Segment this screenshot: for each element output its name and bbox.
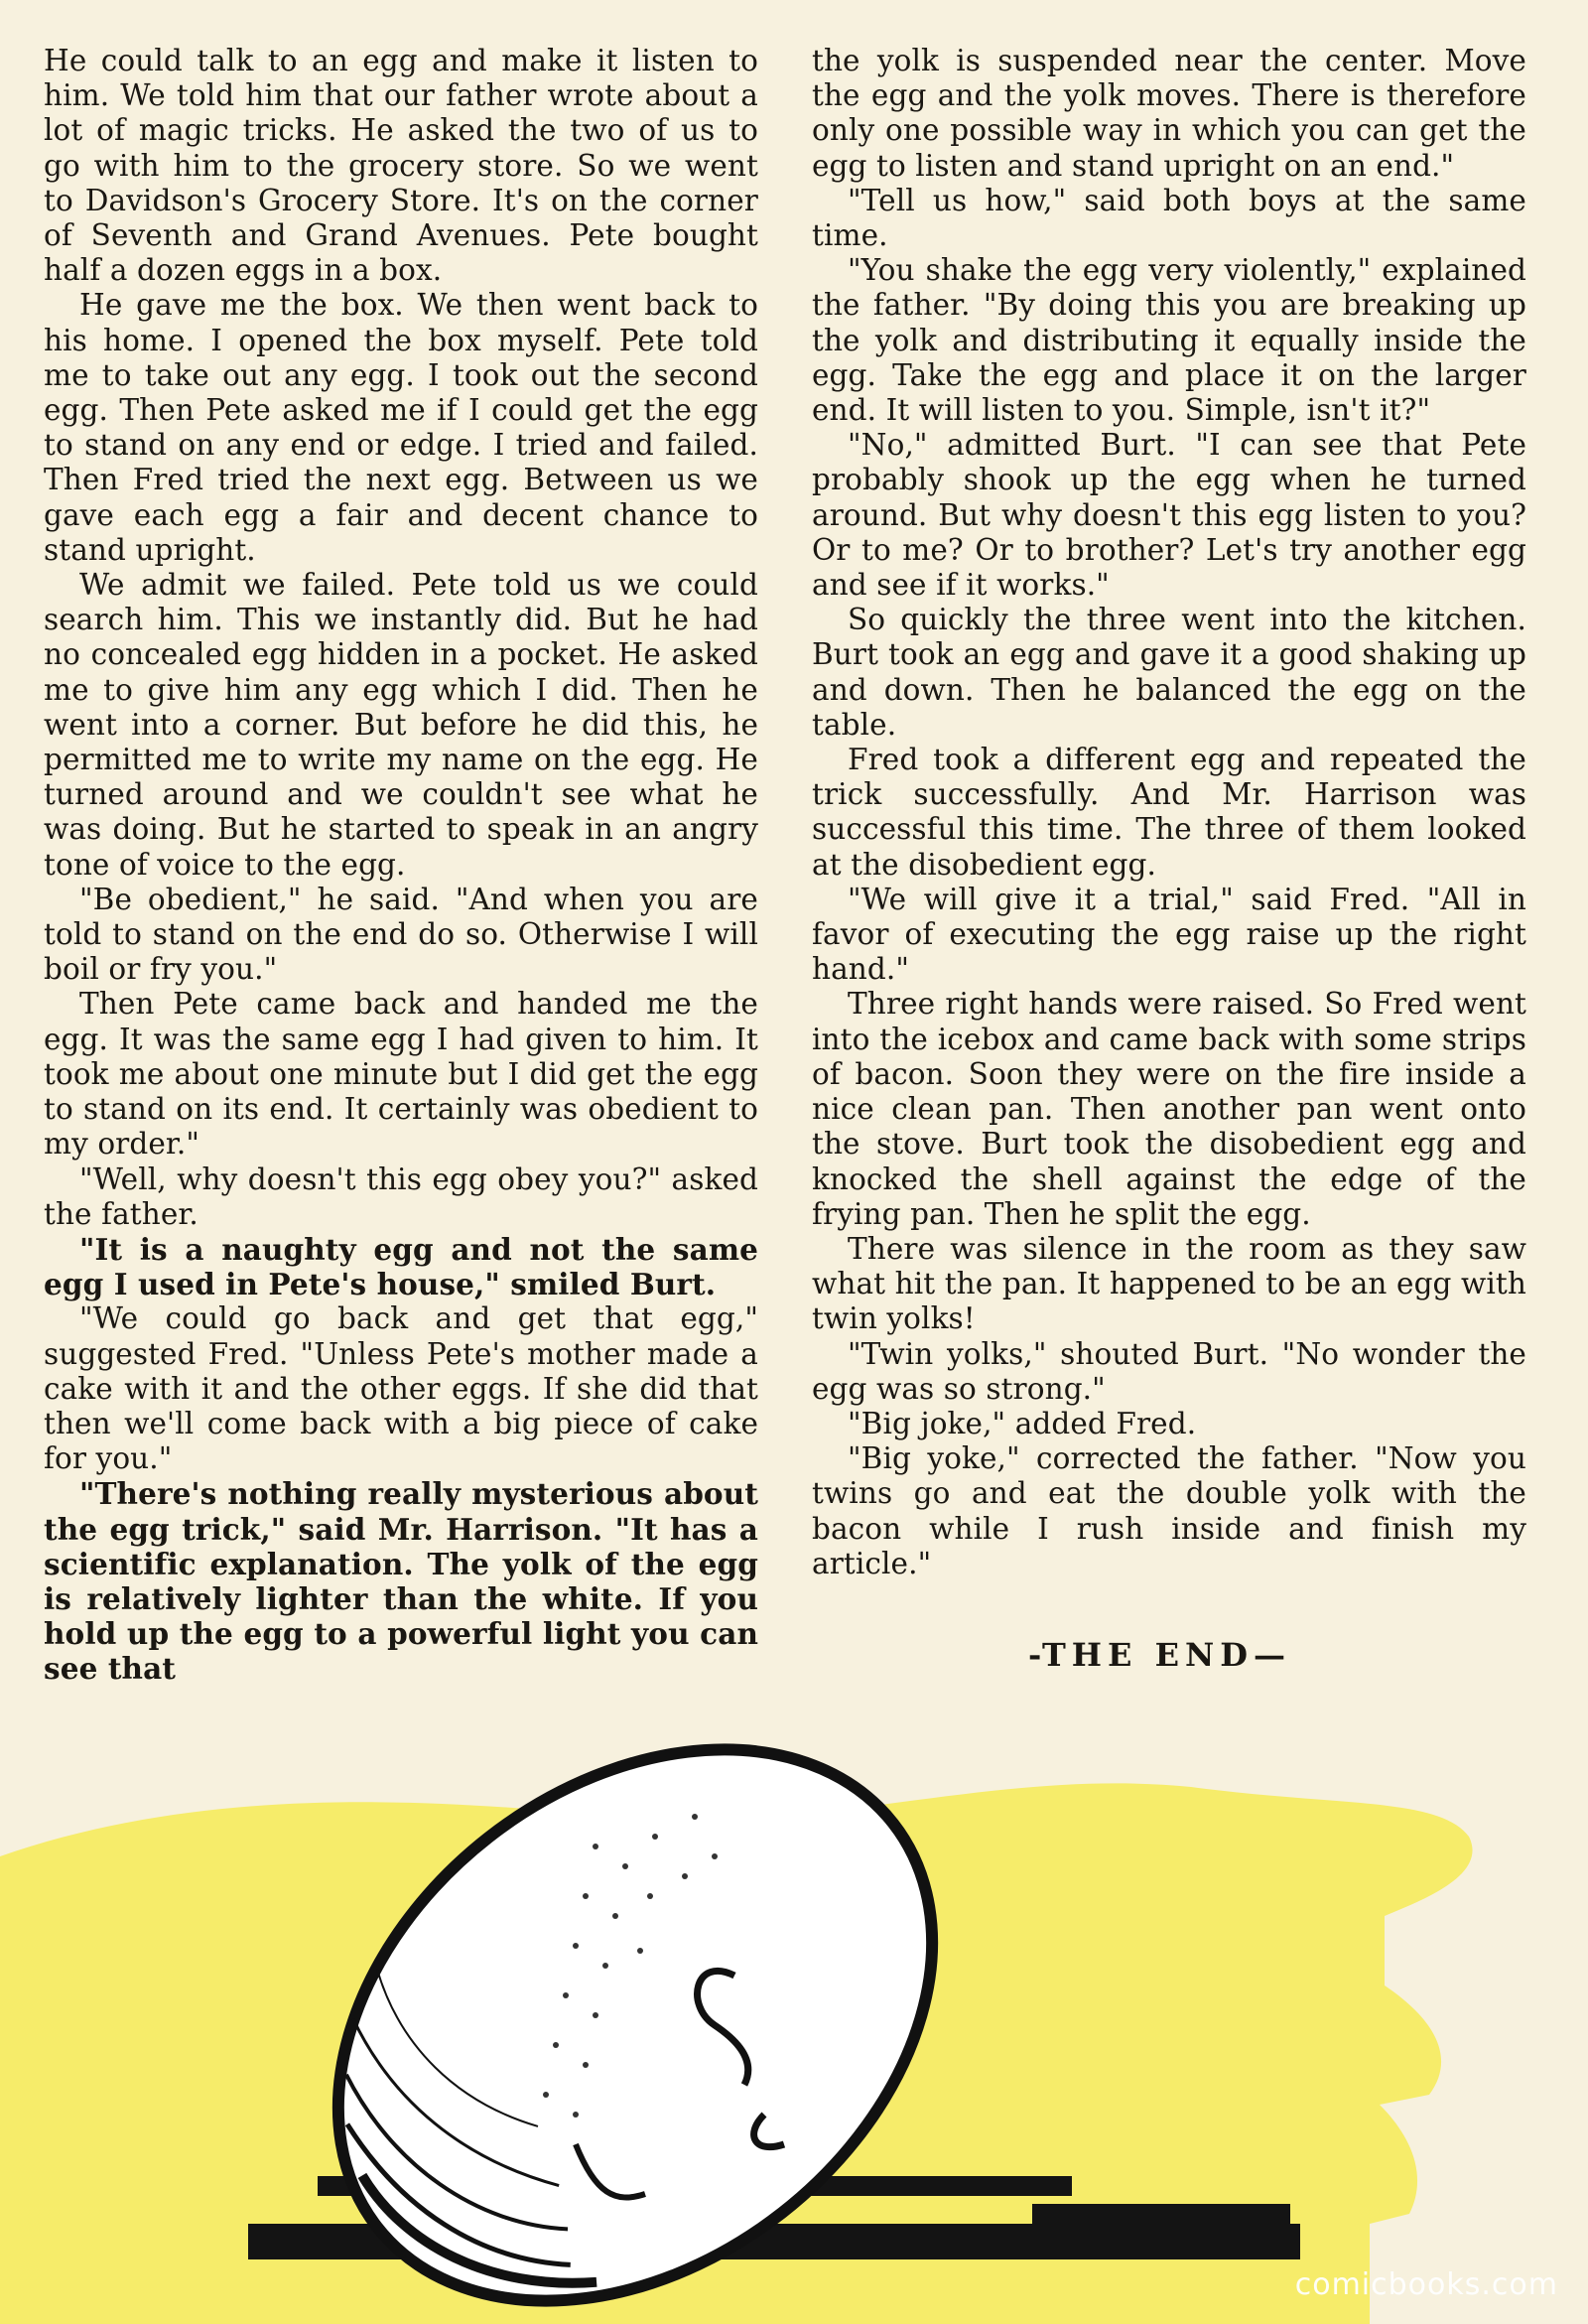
story-paragraph: We admit we failed. Pete told us we could search him. This we instantly did. But he had no concealed egg hidden in a pocket. He asked me to give him any egg which I did. Then he went into a corner. But before he did this, he permitted me to write my name on the egg. He turned around and we couldn't see what he was doing. But he started to speak in an angry tone of voice to the egg. (44, 568, 758, 882)
story-paragraph: There was silence in the room as they saw what hit the pan. It happened to be an egg with twin yolks! (812, 1231, 1526, 1336)
story-paragraph: the yolk is suspended near the center. Move the egg and the yolk moves. There is therefore only one possible way in which you can get the egg to listen and stand upright on an end." (812, 44, 1526, 183)
story-paragraph: "We could go back and get that egg," suggested Fred. "Unless Pete's mother made a cake with it and the other eggs. If she did that then we'll come back with a big piece of cake for you." (44, 1301, 758, 1476)
left-text-column (44, 44, 758, 1687)
story-paragraph: "Twin yolks," shouted Burt. "No wonder the egg was so strong." (812, 1336, 1526, 1406)
story-paragraph: "Tell us how," said both boys at the same time. (812, 183, 1526, 253)
story-paragraph: "Well, why doesn't this egg obey you?" asked the father. (44, 1162, 758, 1231)
story-paragraph: Fred took a different egg and repeated the trick successfully. And Mr. Harrison was successful this time. The three of them looked at the disobedient egg. (812, 743, 1526, 882)
story-paragraph: "No," admitted Burt. "I can see that Pete probably shook up the egg when he turned around. But why doesn't this egg listen to you? Or to me? Or to brother? Let's try another egg and see if it works." (812, 428, 1526, 603)
story-paragraph: "Be obedient," he said. "And when you are told to stand on the end do so. Otherwise I will boil or fry you." (44, 882, 758, 987)
story-paragraph: "We will give it a trial," said Fred. "All in favor of executing the egg raise up the right hand." (812, 882, 1526, 987)
egg-character-illustration (0, 1727, 1588, 2324)
story-paragraph: So quickly the three went into the kitchen. Burt took an egg and gave it a good shaking up and down. Then he balanced the egg on the table. (812, 603, 1526, 742)
story-paragraph: Then Pete came back and handed me the egg. It was the same egg I had given to him. It took me about one minute but I did get the egg to stand on its end. It certainly was obedient to my order." (44, 987, 758, 1162)
shadow-bar (1032, 2204, 1290, 2232)
story-paragraph: He gave me the box. We then went back to his home. I opened the box myself. Pete told me to take out any egg. I took out the second egg. Then Pete asked me if I could get the egg to stand on any end or edge. I tried and failed. Then Fred tried the next egg. Between us we gave each egg a fair and decent chance to stand upright. (44, 288, 758, 567)
the-end-label: -THE END— (1028, 1636, 1291, 1674)
story-paragraph: "It is a naughty egg and not the same egg I used in Pete's house," smiled Burt. (44, 1231, 758, 1302)
story-paragraph: He could talk to an egg and make it listen to him. We told him that our father wrote about a lot of magic tricks. He asked the two of us to go with him to the grocery store. So we went to Davidson's Grocery Store. It's on the corner of Seventh and Grand Avenues. Pete bought half a dozen eggs in a box. (44, 44, 758, 288)
story-paragraph: "There's nothing really mysterious about the egg trick," said Mr. Harrison. "It has a scientific explanation. The yolk of the egg is relatively lighter than the white. If you hold up the egg to a powerful light you can see that (44, 1476, 758, 1687)
story-paragraph: Three right hands were raised. So Fred went into the icebox and came back with some strips of bacon. Soon they were on the fire inside a nice clean pan. Then another pan went onto the stove. Burt took the disobedient egg and knocked the shell against the edge of the frying pan. Then he split the egg. (812, 987, 1526, 1231)
watermark: comicbooks.com (1294, 2267, 1558, 2302)
story-paragraph: "Big yoke," corrected the father. "Now you twins go and eat the double yolk with the bacon while I rush inside and finish my article." (812, 1441, 1526, 1580)
story-paragraph: "You shake the egg very violently," explained the father. "By doing this you are breaking up the yolk and distributing it equally inside the egg. Take the egg and place it on the larger end. It will listen to you. Simple, isn't it?" (812, 253, 1526, 428)
story-paragraph: "Big joke," added Fred. (848, 1406, 1197, 1440)
right-text-column (812, 44, 1526, 1581)
